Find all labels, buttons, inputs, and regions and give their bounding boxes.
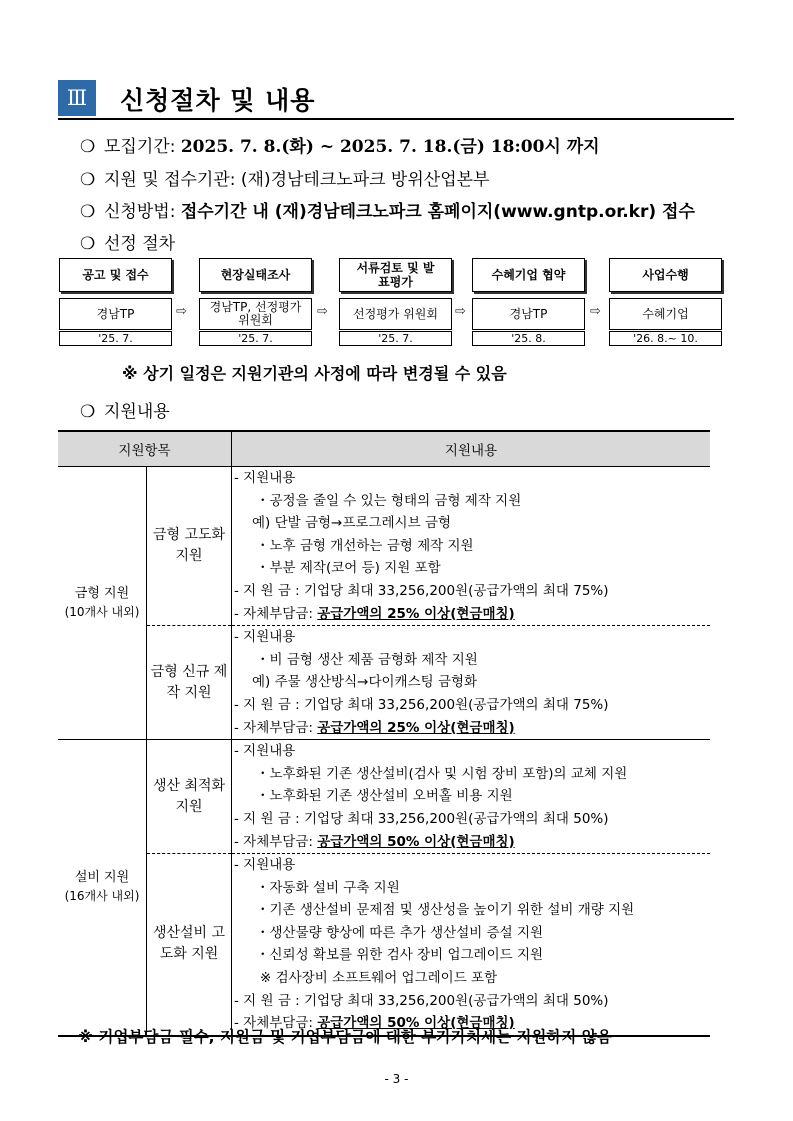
step-date: '26. 8.~ 10. [609, 331, 722, 346]
flow-step-3 [339, 258, 452, 346]
desc-line: ・기존 생산설비 문제점 및 생산성을 높이기 위한 설비 개량 지원 [256, 902, 635, 919]
desc-line: ・노후화된 기존 생산설비 오버홀 비용 지원 [256, 788, 513, 805]
flow-arrow-icon: ⇨ [590, 304, 601, 319]
table-row [58, 626, 710, 740]
bullet-icon: ❍ [80, 402, 96, 422]
self-burden-line [234, 603, 710, 626]
vat-note: ※ 기업부담금 필수, 지원금 및 기업부담금에 대한 부가가치세는 지원하지 않음 [78, 1028, 612, 1046]
support-table [58, 430, 710, 1037]
desc-line: ※ 검사장비 소프트웨어 업그레이드 포함 [260, 970, 498, 987]
self-burden-line [234, 831, 710, 854]
agency-label: 지원 및 접수기관: (재)경남테크노파크 방위산업본부 [104, 170, 490, 190]
step-org: 수혜기업 [609, 298, 722, 330]
procedure-label: 선정 절차 [104, 234, 176, 254]
desc-line: - 지원내용 [234, 629, 296, 646]
step-date: '25. 7. [339, 331, 452, 346]
section-header [58, 80, 734, 120]
desc-line: - 지 원 금 : 기업당 최대 33,256,200원(공급가액의 최대 75%) [234, 582, 609, 599]
desc-line: - 지원내용 [234, 470, 296, 486]
self-burden-label: - 자체부담금: [234, 719, 318, 736]
self-burden-value: 공급가액의 25% 이상(현금매칭) [317, 719, 515, 736]
method-value: 접수기간 내 (재)경남테크노파크 홈페이지(www.gntp.or.kr) 접수 [180, 202, 695, 222]
step-title: 사업수행 [609, 258, 722, 292]
step-org: 경남TP, 선정평가 위원회 [199, 298, 312, 330]
self-burden-label: - 자체부담금: [234, 605, 318, 622]
bullet-icon: ❍ [80, 170, 96, 190]
category-cell [58, 740, 147, 1036]
desc-line: - 지원내용 [234, 743, 296, 760]
desc-line: ・신뢰성 확보를 위한 검사 장비 업그레이드 지원 [256, 947, 544, 964]
desc-line: ・공정을 줄일 수 있는 형태의 금형 제작 지원 [256, 492, 522, 509]
step-org: 선정평가 위원회 [339, 298, 452, 330]
step-date: '25. 8. [472, 331, 585, 346]
item-name: 금형 고도화 지원 [147, 467, 232, 626]
category-count: (16개사 내외) [64, 889, 140, 904]
bullet-agency [80, 165, 489, 190]
category-name: 금형 지원 [74, 586, 130, 602]
item-desc [232, 854, 711, 1036]
table-row [58, 854, 710, 1036]
desc-line: ・자동화 설비 구축 지원 [256, 879, 400, 896]
bullet-period [80, 132, 600, 157]
bullet-method [80, 197, 695, 222]
desc-line: ・비 금형 생산 제품 금형화 제작 지원 [256, 651, 478, 668]
step-date: '25. 7. [199, 331, 312, 346]
flow-step-5 [609, 258, 722, 346]
bullet-icon: ❍ [80, 234, 96, 254]
step-title: 공고 및 접수 [59, 258, 172, 292]
desc-line: - 지 원 금 : 기업당 최대 33,256,200원(공급가액의 최대 75%) [234, 696, 609, 713]
desc-line: 예) 주물 생산방식→다이캐스팅 금형화 [252, 674, 478, 691]
desc-line: ・노후화된 기존 생산설비(검사 및 시험 장비 포함)의 교체 지원 [256, 765, 628, 782]
bullet-content [80, 397, 170, 422]
flow-arrow-icon: ⇨ [317, 304, 328, 319]
bullet-icon: ❍ [80, 137, 96, 157]
table-row [58, 467, 710, 626]
item-name: 생산설비 고도화 지원 [147, 854, 232, 1036]
desc-line: 예) 단발 금형→프로그레시브 금형 [252, 515, 451, 532]
section-title: 신청절차 및 내용 [120, 86, 316, 115]
item-name: 생산 최적화 지원 [147, 740, 232, 854]
self-burden-line [234, 717, 710, 740]
procedure-flow [59, 258, 734, 348]
step-date: '25. 7. [59, 331, 172, 346]
desc-line: ・생산물량 향상에 따른 추가 생산설비 증설 지원 [256, 924, 544, 941]
desc-line: - 지 원 금 : 기업당 최대 33,256,200원(공급가액의 최대 50%) [234, 810, 609, 827]
flow-arrow-icon: ⇨ [176, 304, 187, 319]
item-desc [232, 467, 711, 626]
step-title: 서류검토 및 발표평가 [339, 258, 452, 292]
item-desc [232, 740, 711, 854]
step-title: 현장실태조사 [199, 258, 312, 292]
method-label: 신청방법: [104, 202, 181, 222]
table-header-row [58, 431, 710, 467]
desc-line: ・부분 제작(코어 등) 지원 포함 [256, 560, 441, 577]
period-label: 모집기간: [104, 137, 181, 157]
content-label: 지원내용 [104, 402, 170, 422]
bullet-icon: ❍ [80, 202, 96, 222]
self-burden-value: 공급가액의 25% 이상(현금매칭) [317, 605, 515, 622]
step-org: 경남TP [472, 298, 585, 330]
bullet-procedure [80, 229, 175, 254]
flow-step-4 [472, 258, 585, 346]
item-desc [232, 626, 711, 740]
desc-line: - 지원내용 [234, 857, 296, 874]
desc-line: - 지 원 금 : 기업당 최대 33,256,200원(공급가액의 최대 50%) [234, 992, 609, 1009]
self-burden-value: 공급가액의 50% 이상(현금매칭) [317, 1015, 515, 1032]
header-item: 지원항목 [58, 431, 232, 467]
self-burden-value: 공급가액의 50% 이상(현금매칭) [317, 833, 515, 850]
self-burden-label: - 자체부담금: [234, 833, 318, 850]
schedule-note: ※ 상기 일정은 지원기관의 사정에 따라 변경될 수 있음 [122, 364, 507, 383]
page-number: - 3 - [384, 1072, 409, 1086]
flow-step-2 [199, 258, 312, 346]
category-count: (10개사 내외) [64, 605, 140, 620]
category-name: 설비 지원 [74, 870, 130, 886]
desc-line: ・노후 금형 개선하는 금형 제작 지원 [256, 537, 474, 554]
header-content: 지원내용 [232, 431, 711, 467]
table-row [58, 740, 710, 854]
step-org: 경남TP [59, 298, 172, 330]
period-value: 2025. 7. 8.(화) ~ 2025. 7. 18.(금) 18:00시 까지 [180, 137, 600, 157]
section-number: Ⅲ [58, 80, 96, 116]
step-title: 수혜기업 협약 [472, 258, 585, 292]
self-burden-label: - 자체부담금: [234, 1015, 318, 1032]
flow-step-1 [59, 258, 172, 346]
flow-arrow-icon: ⇨ [455, 304, 466, 319]
item-name: 금형 신규 제작 지원 [147, 626, 232, 740]
category-cell [58, 467, 147, 740]
